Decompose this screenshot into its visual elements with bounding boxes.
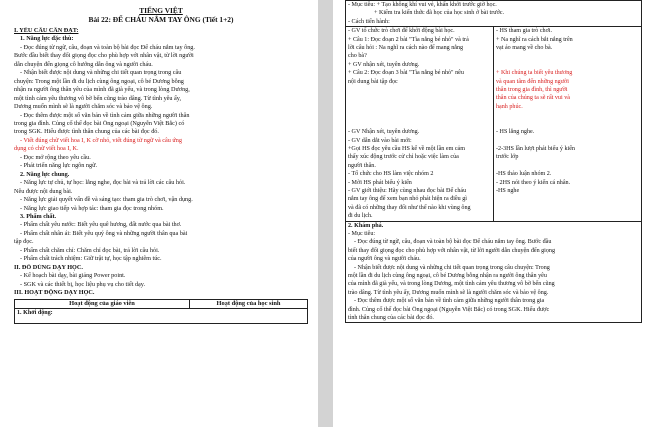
teacher-line: - GV giới thiệu: Hãy cùng nhau đọc bài Để cháu (348, 187, 467, 194)
body-line: 1. Năng lực đặc thù: (20, 35, 74, 43)
teacher-line: - GV dẫn dắt vào bài mới: (348, 137, 412, 144)
student-line (496, 52, 639, 60)
explore-cell (346, 221, 642, 323)
body-line: - Năng lực tự chủ, tự học: lắng nghe, đọc bài và trả lời các câu hỏi. (20, 179, 186, 187)
teacher-line: + Câu 1: Đọc đoạn 2 bài "Tìa nắng bé nhỏ" và trả (348, 36, 469, 43)
body-line: - Đọc mở rộng theo yêu cầu. (20, 153, 91, 161)
teacher-line: + GV nhận xét, tuyên dương. (348, 61, 420, 68)
explore-line: - Đọc thêm được một số văn bản về tình cảm giữa những người thân trong gia (354, 298, 545, 305)
teacher-line: + Câu 2: Đọc đoạn 3 bài "Tìa nắng bé nhỏ" nêu (348, 70, 464, 77)
body-line: chuyện: Trong một lần đi du lịch cùng ông ngoại, cô bé Dương bỗng (14, 77, 184, 85)
student-line: - HS lắng nghe. (496, 129, 535, 136)
student-line: -2-3HS lần lượt phát biểu ý kiến (496, 145, 575, 152)
activity-table-left (14, 299, 308, 324)
body-line: nhận ra người ông thân yêu của mình đã già yếu, và trong lòng Dương, (14, 86, 190, 94)
body-line: trong SGK. Hiểu được tình thân chung của các bài đọc đó. (14, 128, 159, 136)
activity-table-right (345, 0, 642, 323)
teacher-line: và đã có những thay đổi như thế nào khi vùng ông (348, 204, 471, 211)
teacher-line: - GV tổ chức trò chơi để khởi động bài học. (348, 28, 455, 35)
body-line: tập đọc. (14, 238, 34, 246)
teacher-line: đi du lịch. (348, 213, 373, 220)
teacher-activity-cell (346, 27, 494, 221)
student-column-header: Hoạt động của học sinh (189, 299, 307, 308)
objective-line: + Kiểm tra kiến thức đã học của học sinh ở bài trước. (374, 10, 505, 17)
student-line: -HS nghe (496, 187, 520, 194)
body-line: - Nhận biết được nội dung và những chi tiết quan trọng trong câu (20, 69, 182, 77)
body-line: trong gia đình. Củng cố thể đọc bài Ông ngoại (Nguyễn Việt Bắc) có (14, 119, 185, 127)
body-line: III. HOẠT ĐỘNG DẠY HỌC. (14, 289, 95, 297)
teacher-line: - Tổ chức cho HS làm việc nhóm 2 (348, 171, 434, 178)
teacher-line (348, 103, 491, 111)
body-line: - Phát triển năng lực ngôn ngữ. (20, 162, 97, 170)
body-line: - Phẩm chất chăm chỉ: Chăm chỉ đọc bài, trả lời câu hỏi. (20, 246, 160, 254)
objective-line: - Cách tiến hành: (348, 18, 390, 25)
teacher-line: lời câu hỏi : Na nghĩ ra cách nào để mang nắng (348, 45, 464, 52)
teacher-line (348, 94, 491, 102)
student-line: - 2HS nói theo ý kiến cá nhân. (496, 179, 571, 186)
explore-line: trào dâng. Từ tình yêu ấy, Dương muốn mình sẽ là người chăm sóc và bảo vệ ông. (348, 289, 549, 296)
body-line: một tình cảm yêu thương vô bờ bến cũng trào dâng. Từ tình yêu ấy, (14, 94, 182, 102)
explore-line: - Mục tiêu: (348, 230, 376, 237)
student-line: - HS tham gia trò chơi. (496, 28, 553, 35)
body-line: 2. Năng lực chung. (20, 170, 70, 178)
teacher-line: cho bà? (348, 53, 367, 60)
body-line: dẫn chuyện đến giọng cô hướng dẫn ông và người cháu. (14, 60, 153, 68)
objectives-cell (346, 1, 642, 27)
explore-line: 2. Khám phá. (348, 222, 384, 229)
explore-line: của người ông và người cháu. (348, 256, 421, 263)
left-body-text (14, 27, 308, 298)
student-activity-text (496, 27, 639, 195)
body-line: - SGK và các thiết bị, học liệu phụ vụ cho tiết dạy. (20, 280, 146, 288)
warmup-row: 1. Khởi động: (15, 308, 308, 323)
student-line: + Na nghĩ ra cách bắt nắng trên (496, 36, 573, 43)
body-line: Nêu được nội dung bài. (14, 187, 73, 195)
body-line: I. YÊU CẦU CẦN ĐẠT: (14, 27, 79, 34)
explore-line: tình thân chung của các bài đọc đó. (348, 315, 434, 322)
student-line: vạt áo mang về cho bà. (496, 45, 553, 52)
body-line: - Phẩm chất trách nhiệm: Giữ trật tự, học tập nghiêm túc. (20, 255, 162, 263)
teacher-line: +Gọi HS đọc yêu cầu HS kể về một lần em cảm (348, 145, 465, 152)
student-activity-cell (494, 27, 642, 221)
body-line: - Phẩm chất yêu nước: Biết yêu quê hương, đất nước qua bài thơ. (20, 221, 182, 229)
student-line (496, 162, 639, 170)
teacher-line: - Mời HS phát biểu ý kiến (348, 179, 412, 186)
student-line: + Khi chúng ta biết yêu thương (496, 70, 573, 77)
body-line: 3. Phẩm chất. (20, 212, 57, 220)
body-line: Dương muốn mình sẽ là người chăm sóc và bảo vệ ông. (14, 103, 153, 111)
body-line: - Phẩm chất nhân ái: Biết yêu quý ông và những người thân qua bài (20, 229, 188, 237)
body-line: - Kế hoạch bài dạy, bài giảng Power point. (20, 272, 126, 280)
explore-line: của mình đã già yếu, và trong lòng Dương, một tình cảm yêu thương vô bờ bến cũng (348, 281, 555, 288)
teacher-line: người thân. (348, 162, 376, 169)
student-line: và quan tâm đến những người (496, 78, 569, 85)
body-line: - Đọc đúng từ ngữ, câu, đoạn và toàn bộ bài đọc Để cháu nắm tay ông. (20, 43, 195, 51)
body-line: Bước đầu biết thay đổi giọng đọc cho phù hợp với nhân vật, từ lời người (14, 52, 194, 60)
student-line (496, 120, 639, 128)
explore-line: - Đọc đúng từ ngữ, câu, đoạn và toàn bộ bài đọc Để cháu nắm tay ông. Bước đầu (354, 239, 552, 246)
teacher-line (348, 111, 491, 119)
body-line: dụng có chữ viết hoa I, K. (14, 145, 79, 153)
student-line: hạnh phúc. (496, 103, 523, 110)
body-line: - Viết đúng chữ viết hoa I, K cỡ nhỏ, viết đúng từ ngữ và câu ứng (20, 136, 182, 144)
body-line: - Năng lực giao tiếp và hợp tác: tham gia đọc trong nhóm. (20, 204, 164, 212)
explore-line: đình. Củng cố thể đọc bài Ông ngoại (Nguyễn Việt Bắc) có trong SGK. Hiểu được (348, 306, 550, 313)
explore-line: biết thay đổi giọng đọc cho phù hợp với nhân vật, từ lời người dẫn chuyện đến giọng (348, 247, 556, 254)
teacher-line (348, 86, 491, 94)
student-line: -HS thảo luận nhóm 2. (496, 171, 552, 178)
teacher-line (348, 120, 491, 128)
student-line (496, 137, 639, 145)
teacher-line: thấy xúc động trước cử chỉ hoặc việc làm của (348, 154, 459, 161)
body-line: - Năng lực giải quyết vấn đề và sáng tạo: tham gia trò chơi, vận dụng. (20, 196, 193, 204)
student-line: thân của chúng ta sẽ rất vui và (496, 95, 570, 102)
explore-line: một lần đi du lịch cùng ông ngoại, cô bé Dương bỗng nhận ra người ông thân yêu (348, 273, 547, 279)
student-line (496, 61, 639, 69)
teacher-activity-text (348, 27, 491, 220)
document-page-left (0, 0, 318, 427)
objective-line: - Mục tiêu: + Tạo không khí vui vẻ, khấn khởi trước giờ học. (348, 2, 497, 8)
explore-section-text (348, 222, 639, 323)
student-line (496, 111, 639, 119)
body-line: - Đọc thêm được một số văn bản về tình cảm giữa những người thân (20, 111, 190, 119)
lesson-title: Bài 22: ĐỂ CHÁU NẮM TAY ÔNG (Tiết 1+2) (88, 15, 234, 24)
student-line: trước lớp (496, 154, 519, 161)
teacher-line: nắm tay ông để xem bạn nhỏ phát hiện ra điều gì (348, 196, 467, 203)
teacher-line: - GV Nhận xét, tuyên dương. (348, 129, 420, 136)
teacher-line: nội dung bài tập đọc (348, 78, 398, 85)
subject-title: TIẾNG VIỆT (139, 6, 183, 15)
explore-line: - Nhận biết được nội dung và những chi tiết quan trọng trong câu chuyện: Trong (354, 264, 550, 271)
teacher-column-header: Hoạt động của giáo viên (15, 299, 190, 308)
body-line: II. ĐỒ DÙNG DẠY HỌC. (14, 263, 83, 271)
student-line: thân trong gia đình, thì người (496, 87, 568, 94)
document-page-right (333, 0, 650, 427)
objectives-text (348, 1, 639, 26)
